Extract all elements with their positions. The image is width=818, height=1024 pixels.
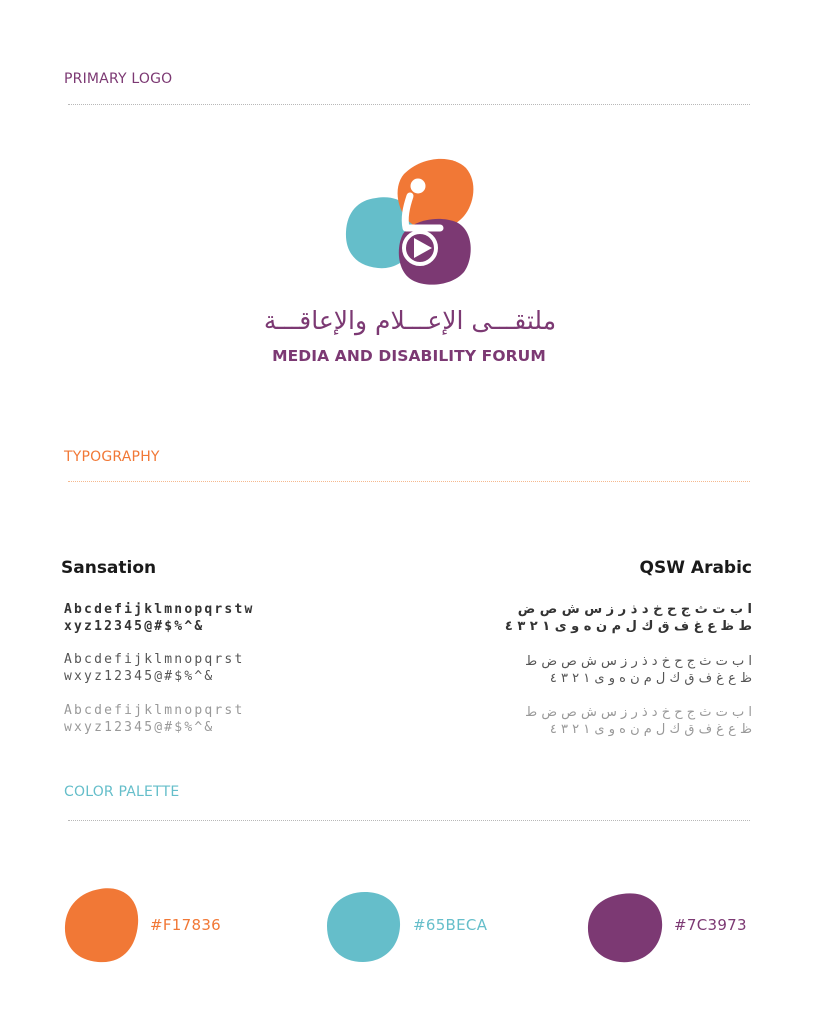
latin-font-name: Sansation [61, 558, 157, 578]
swatch-teal-blob [325, 886, 405, 966]
arabic-sample-bold: ا ب ت ث ج ح خ د ذ ر ز س ش ص ض ط ظ ع غ ف ق ك ل م ن ه و ى ١ ٢ ٣ ٤ [504, 602, 752, 634]
brand-name-english: MEDIA AND DISABILITY FORUM [272, 347, 546, 365]
latin-sample-light: Abcdefijklmnopqrst wxyz12345@#$%^& [64, 703, 245, 735]
swatch-teal-label: #65BECA [413, 916, 488, 934]
divider-palette [68, 820, 750, 821]
latin-sample-bold: Abcdefijklmnopqrstw xyz12345@#$%^& [64, 602, 255, 634]
arabic-font-name: QSW Arabic [639, 558, 752, 578]
brand-logo [340, 152, 480, 292]
swatch-purple [586, 886, 756, 966]
section-title-primary-logo: PRIMARY LOGO [64, 71, 173, 87]
arabic-sample-regular: ا ب ت ث ج ح خ د ذ ر ز س ش ص ض ط ظ ع غ ف ق ك ل م ن ه و ى ١ ٢ ٣ ٤ [525, 654, 752, 686]
section-title-typography: TYPOGRAPHY [64, 449, 160, 465]
person-icon [411, 179, 426, 194]
swatch-orange-label: #F17836 [150, 916, 222, 934]
swatch-orange [62, 886, 232, 966]
swatch-purple-label: #7C3973 [674, 916, 747, 934]
swatch-purple-blob [586, 886, 666, 966]
brand-name-arabic: ملتقـــى الإعـــلام والإعاقـــة [263, 306, 557, 335]
latin-sample-regular: Abcdefijklmnopqrst wxyz12345@#$%^& [64, 652, 245, 684]
swatch-teal [325, 886, 505, 966]
divider-logo [68, 104, 750, 105]
section-title-color-palette: COLOR PALETTE [64, 784, 180, 800]
swatch-orange-blob [62, 886, 142, 966]
divider-typography [68, 481, 750, 482]
arabic-sample-light: ا ب ت ث ج ح خ د ذ ر ز س ش ص ض ط ظ ع غ ف ق ك ل م ن ه و ى ١ ٢ ٣ ٤ [525, 705, 752, 737]
